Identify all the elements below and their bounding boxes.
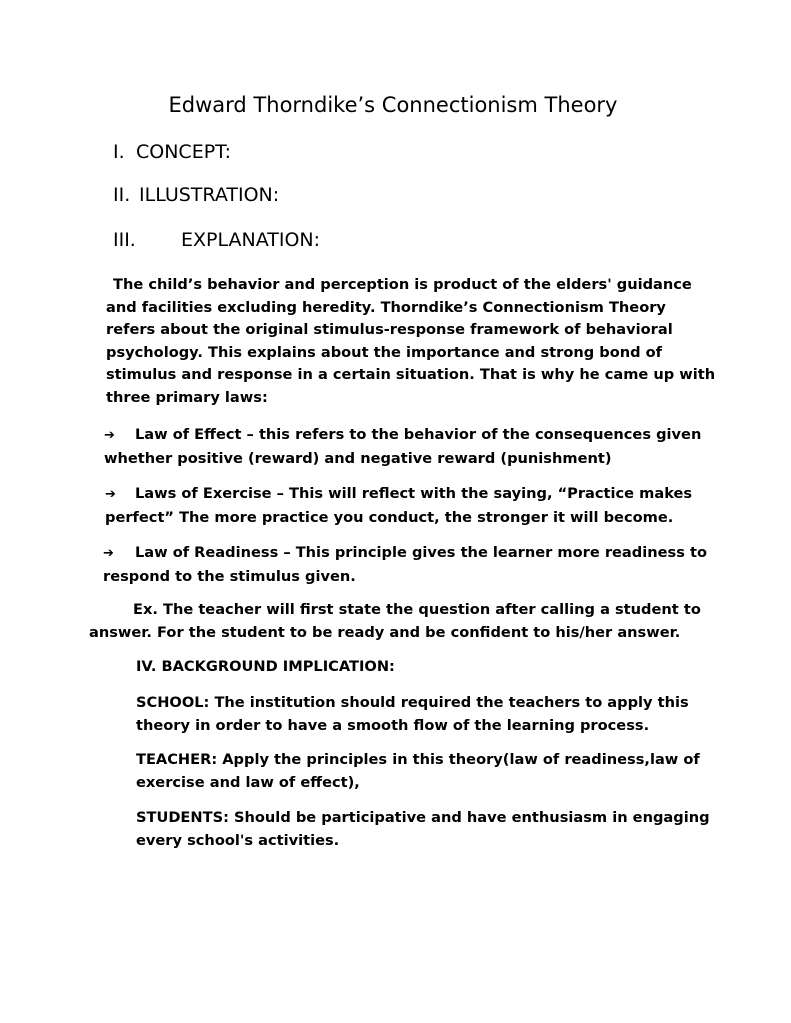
explanation-line: stimulus and response in a certain situation. That is why he came up with: [106, 366, 716, 383]
implication-line: STUDENTS: Should be participative and have enthusiasm in engaging: [136, 809, 710, 826]
law-text-continued: perfect” The more practice you conduct, the stronger it will become.: [105, 508, 674, 526]
arrow-icon: ➔: [103, 546, 114, 561]
implication-school: [136, 692, 689, 737]
implication-students: [136, 807, 710, 852]
arrow-icon: ➔: [105, 487, 116, 502]
implication-line: theory in order to have a smooth flow of the learning process.: [136, 716, 650, 734]
section-heading-explanation: [113, 228, 320, 252]
section-label: CONCEPT:: [136, 141, 232, 163]
implication-line: every school's activities.: [136, 831, 340, 849]
section-heading-illustration: [113, 183, 279, 207]
law-text: Law of Readiness – This principle gives the learner more readiness to: [135, 544, 707, 561]
example-line: answer. For the student to be ready and be confident to his/her answer.: [89, 623, 681, 641]
explanation-line: refers about the original stimulus-response framework of behavioral: [106, 321, 673, 338]
section-number: II.: [113, 184, 131, 206]
explanation-line: three primary laws:: [106, 388, 268, 406]
section-number: I.: [113, 141, 125, 163]
implication-line: SCHOOL: The institution should required the teachers to apply this: [136, 694, 689, 711]
explanation-line: and facilities excluding heredity. Thorndike’s Connectionism Theory: [106, 298, 666, 316]
implication-teacher: [136, 749, 700, 794]
laws-of-exercise: [105, 483, 692, 529]
explanation-line: psychology. This explains about the importance and strong bond of: [106, 343, 663, 361]
section-number: III.: [113, 229, 136, 251]
law-of-effect: [104, 424, 701, 470]
implication-heading: IV. BACKGROUND IMPLICATION:: [136, 658, 395, 675]
arrow-icon: ➔: [104, 428, 115, 443]
example-line: Ex. The teacher will first state the question after calling a student to: [133, 601, 701, 618]
law-text-continued: respond to the stimulus given.: [103, 567, 356, 585]
law-text: Laws of Exercise – This will reflect with the saying, “Practice makes: [135, 485, 693, 502]
example-paragraph: [89, 599, 701, 644]
law-text: Law of Effect – this refers to the behavior of the consequences given: [135, 426, 702, 443]
page-title: Edward Thorndike’s Connectionism Theory: [168, 93, 618, 117]
explanation-line: The child’s behavior and perception is product of the elders' guidance: [113, 276, 692, 293]
section-heading-concept: [113, 140, 231, 164]
law-of-readiness: [103, 542, 707, 588]
implication-line: TEACHER: Apply the principles in this theory(law of readiness,law of: [136, 751, 700, 768]
law-text-continued: whether positive (reward) and negative reward (punishment): [104, 449, 612, 467]
explanation-paragraph: [106, 274, 715, 409]
section-label: EXPLANATION:: [181, 229, 321, 251]
section-label: ILLUSTRATION:: [139, 184, 280, 206]
implication-line: exercise and law of effect),: [136, 773, 360, 791]
